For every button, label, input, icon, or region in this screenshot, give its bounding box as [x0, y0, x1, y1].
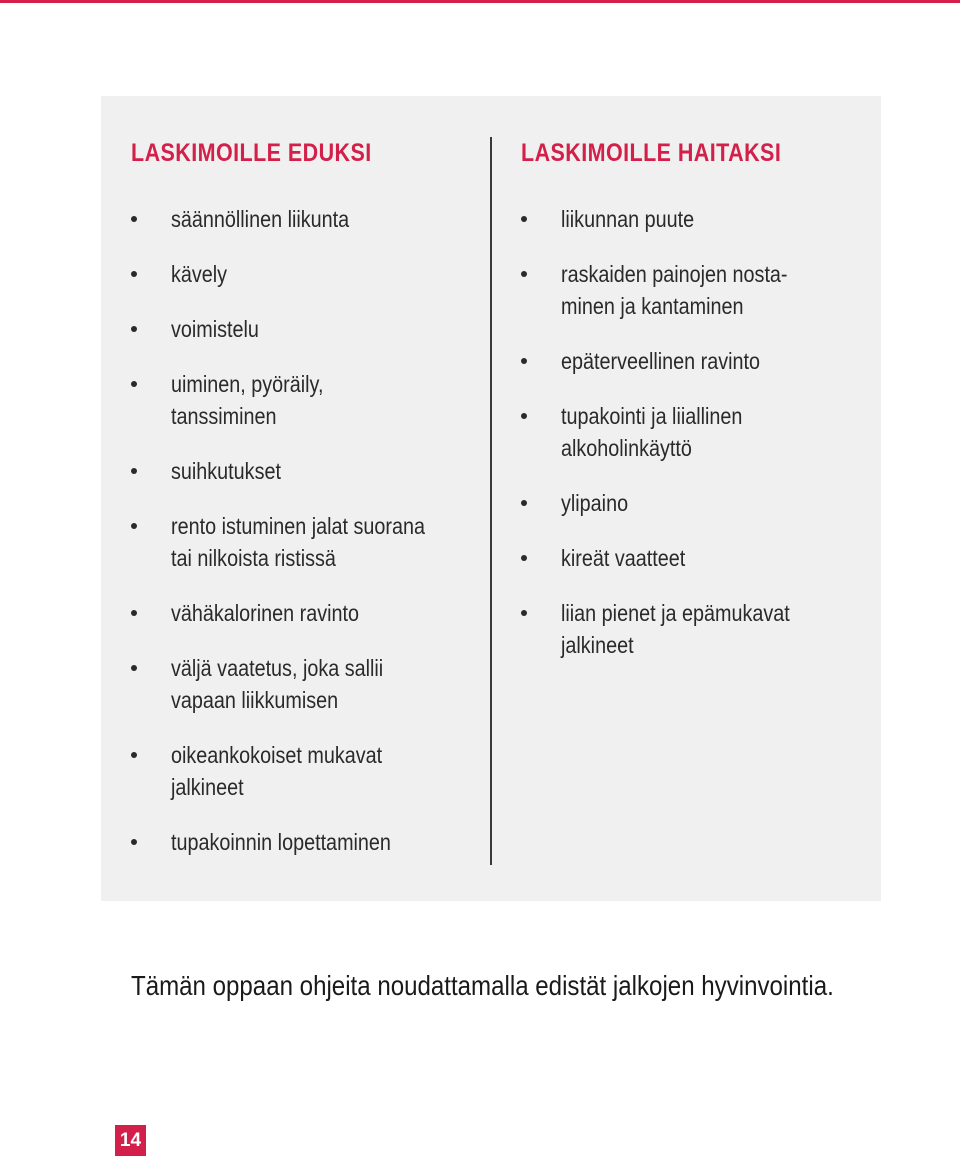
bullet-icon — [131, 271, 137, 277]
benefits-heading: LASKIMOILLE EDUKSI — [131, 139, 372, 167]
harms-column — [521, 137, 851, 684]
list-item: liikunnan puute — [521, 203, 851, 235]
list-item: liian pienet ja epämukavat jalkineet — [521, 597, 851, 661]
list-item: ylipaino — [521, 487, 851, 519]
list-item: raskaiden painojen nosta- minen ja kantaminen — [521, 258, 851, 322]
list-item: väljä vaatetus, joka sallii vapaan liikkumisen — [131, 652, 481, 716]
harms-list — [521, 203, 851, 661]
bullet-icon — [131, 665, 137, 671]
bullet-icon — [131, 468, 137, 474]
bullet-icon — [521, 216, 527, 222]
bullet-icon — [521, 500, 527, 506]
bullet-icon — [131, 523, 137, 529]
benefits-column — [131, 137, 481, 881]
list-item: oikeankokoiset mukavat jalkineet — [131, 739, 481, 803]
bullet-icon — [131, 216, 137, 222]
list-item: rento istuminen jalat suorana tai nilkoista ristissä — [131, 510, 481, 574]
bullet-icon — [131, 839, 137, 845]
list-item: tupakoinnin lopettaminen — [131, 826, 481, 858]
page-number-badge: 14 — [115, 1125, 146, 1156]
list-item: tupakointi ja liiallinen alkoholinkäyttö — [521, 400, 851, 464]
bullet-icon — [521, 358, 527, 364]
bullet-icon — [521, 413, 527, 419]
bullet-icon — [131, 381, 137, 387]
list-item: kireät vaatteet — [521, 542, 851, 574]
top-accent-rule — [0, 0, 960, 3]
bullet-icon — [521, 555, 527, 561]
list-item: kävely — [131, 258, 481, 290]
list-item: suihkutukset — [131, 455, 481, 487]
list-item: epäterveellinen ravinto — [521, 345, 851, 377]
benefits-list — [131, 203, 481, 858]
bullet-icon — [131, 752, 137, 758]
harms-heading: LASKIMOILLE HAITAKSI — [521, 139, 782, 167]
list-item: uiminen, pyöräily, tanssiminen — [131, 368, 481, 432]
list-item: säännöllinen liikunta — [131, 203, 481, 235]
bullet-icon — [131, 326, 137, 332]
bullet-icon — [521, 610, 527, 616]
bullet-icon — [131, 610, 137, 616]
list-item: vähäkalorinen ravinto — [131, 597, 481, 629]
list-item: voimistelu — [131, 313, 481, 345]
footer-statement: Tämän oppaan ohjeita noudattamalla edistät jalkojen hyvinvointia. — [131, 970, 834, 1001]
bullet-icon — [521, 271, 527, 277]
